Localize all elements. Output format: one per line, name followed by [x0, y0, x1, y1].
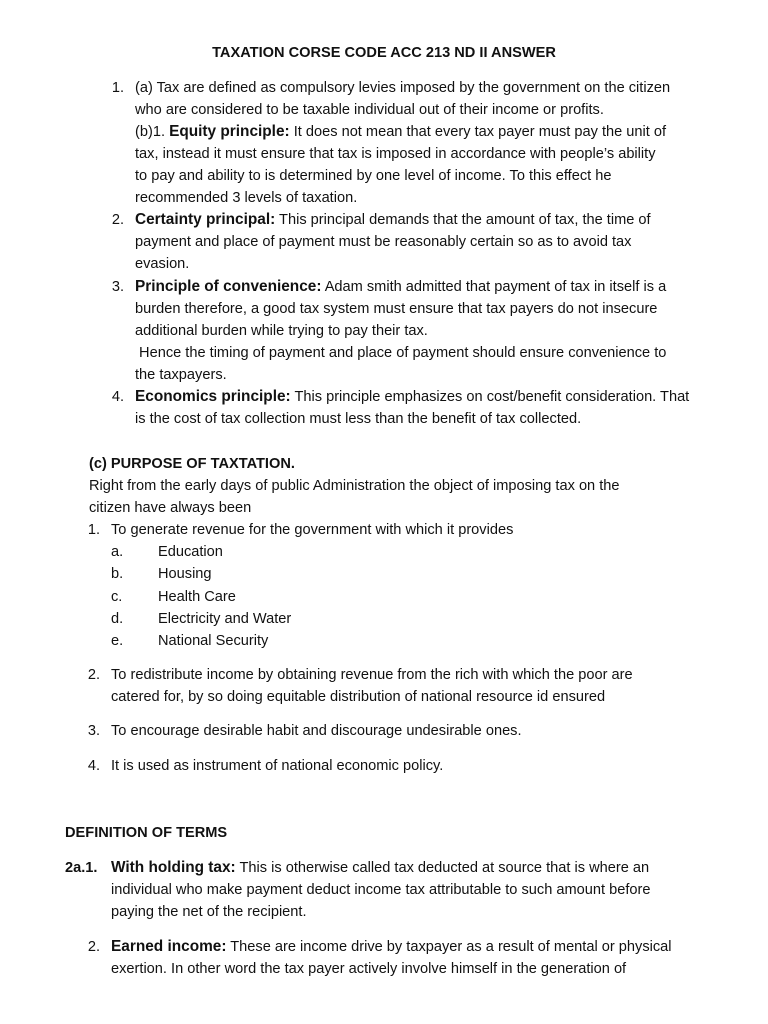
term-text: This principle emphasizes on cost/benefit consideration. That — [290, 389, 690, 405]
term-earned-income: Earned income: — [111, 938, 227, 955]
withholding-line — [111, 857, 649, 879]
body-line: exertion. In other word the tax payer actively involve himself in the generation of — [111, 961, 627, 977]
list-number: 1. — [87, 522, 100, 538]
body-line: recommended 3 levels of taxation. — [135, 190, 358, 206]
term-text: This principal demands that the amount of tax, the time of — [275, 212, 651, 228]
list-number: 2. — [87, 939, 100, 955]
list-item-cont: catered for, by so doing equitable distribution of national resource id ensured — [111, 689, 606, 705]
sub-letter: e. — [111, 633, 124, 649]
document-title: TAXATION CORSE CODE ACC 213 ND II ANSWER — [212, 45, 556, 61]
list-item: It is used as instrument of national economic policy. — [111, 758, 444, 774]
equity-principle-line — [135, 121, 666, 143]
convenience-line — [135, 276, 666, 298]
term-withholding: With holding tax: — [111, 859, 236, 876]
list-number: 4. — [111, 389, 124, 405]
sub-letter: d. — [111, 611, 124, 627]
body-line: individual who make payment deduct income tax attributable to such amount before — [111, 882, 651, 898]
body-line: Hence the timing of payment and place of payment should ensure convenience to — [135, 345, 667, 361]
sub-letter: b. — [111, 566, 124, 582]
term-text: These are income drive by taxpayer as a result of mental or physical — [226, 939, 672, 955]
earned-income-line — [111, 936, 672, 958]
list-item: To generate revenue for the government with which it provides — [111, 522, 514, 538]
economics-line — [135, 386, 689, 408]
sub-item: Education — [158, 544, 223, 560]
purpose-intro: Right from the early days of public Administration the object of imposing tax on the — [89, 478, 620, 494]
definition-line: who are considered to be taxable individual out of their income or profits. — [135, 102, 604, 118]
list-number: 2. — [87, 667, 100, 683]
list-number: 4. — [87, 758, 100, 774]
body-line: burden therefore, a good tax system must ensure that tax payers do not insecure — [135, 301, 658, 317]
list-number: 2. — [111, 212, 124, 228]
sub-item: National Security — [158, 633, 269, 649]
term-equity: Equity principle: — [169, 123, 290, 140]
body-line: to pay and ability to is determined by one level of income. To this effect he — [135, 168, 612, 184]
body-line: additional burden while trying to pay their tax. — [135, 323, 428, 339]
term-text: It does not mean that every tax payer must pay the unit of — [289, 124, 667, 140]
sub-item: Health Care — [158, 589, 236, 605]
body-line: is the cost of tax collection must less than the benefit of tax collected. — [135, 411, 582, 427]
body-line: paying the net of the recipient. — [111, 904, 307, 920]
term-text: This is otherwise called tax deducted at source that is where an — [235, 860, 650, 876]
definition-line: (a) Tax are defined as compulsory levies imposed by the government on the citizen — [135, 80, 671, 96]
list-item: To encourage desirable habit and discourage undesirable ones. — [111, 723, 522, 739]
body-line: payment and place of payment must be reasonably certain so as to avoid tax — [135, 234, 632, 250]
sub-letter: c. — [111, 589, 123, 605]
sub-letter: a. — [111, 544, 124, 560]
list-item: To redistribute income by obtaining revenue from the rich with which the poor are — [111, 667, 633, 683]
body-line: tax, instead it must ensure that tax is imposed in accordance with people’s ability — [135, 146, 656, 162]
sub-item: Housing — [158, 566, 212, 582]
term-convenience: Principle of convenience: — [135, 278, 322, 295]
certainty-line — [135, 209, 651, 231]
sub-prefix: (b)1. — [135, 124, 166, 140]
definitions-heading: DEFINITION OF TERMS — [65, 825, 228, 841]
term-economics: Economics principle: — [135, 388, 291, 405]
purpose-heading: (c) PURPOSE OF TAXTATION. — [89, 456, 295, 472]
list-number: 1. — [111, 80, 124, 96]
definition-number: 2a.1. — [65, 860, 98, 876]
list-number: 3. — [87, 723, 100, 739]
list-number: 3. — [111, 279, 124, 295]
term-text: Adam smith admitted that payment of tax in itself is a — [321, 279, 667, 295]
sub-item: Electricity and Water — [158, 611, 292, 627]
body-line: the taxpayers. — [135, 367, 227, 383]
term-certainty: Certainty principal: — [135, 211, 276, 228]
body-line: evasion. — [135, 256, 190, 272]
purpose-intro: citizen have always been — [89, 500, 252, 516]
